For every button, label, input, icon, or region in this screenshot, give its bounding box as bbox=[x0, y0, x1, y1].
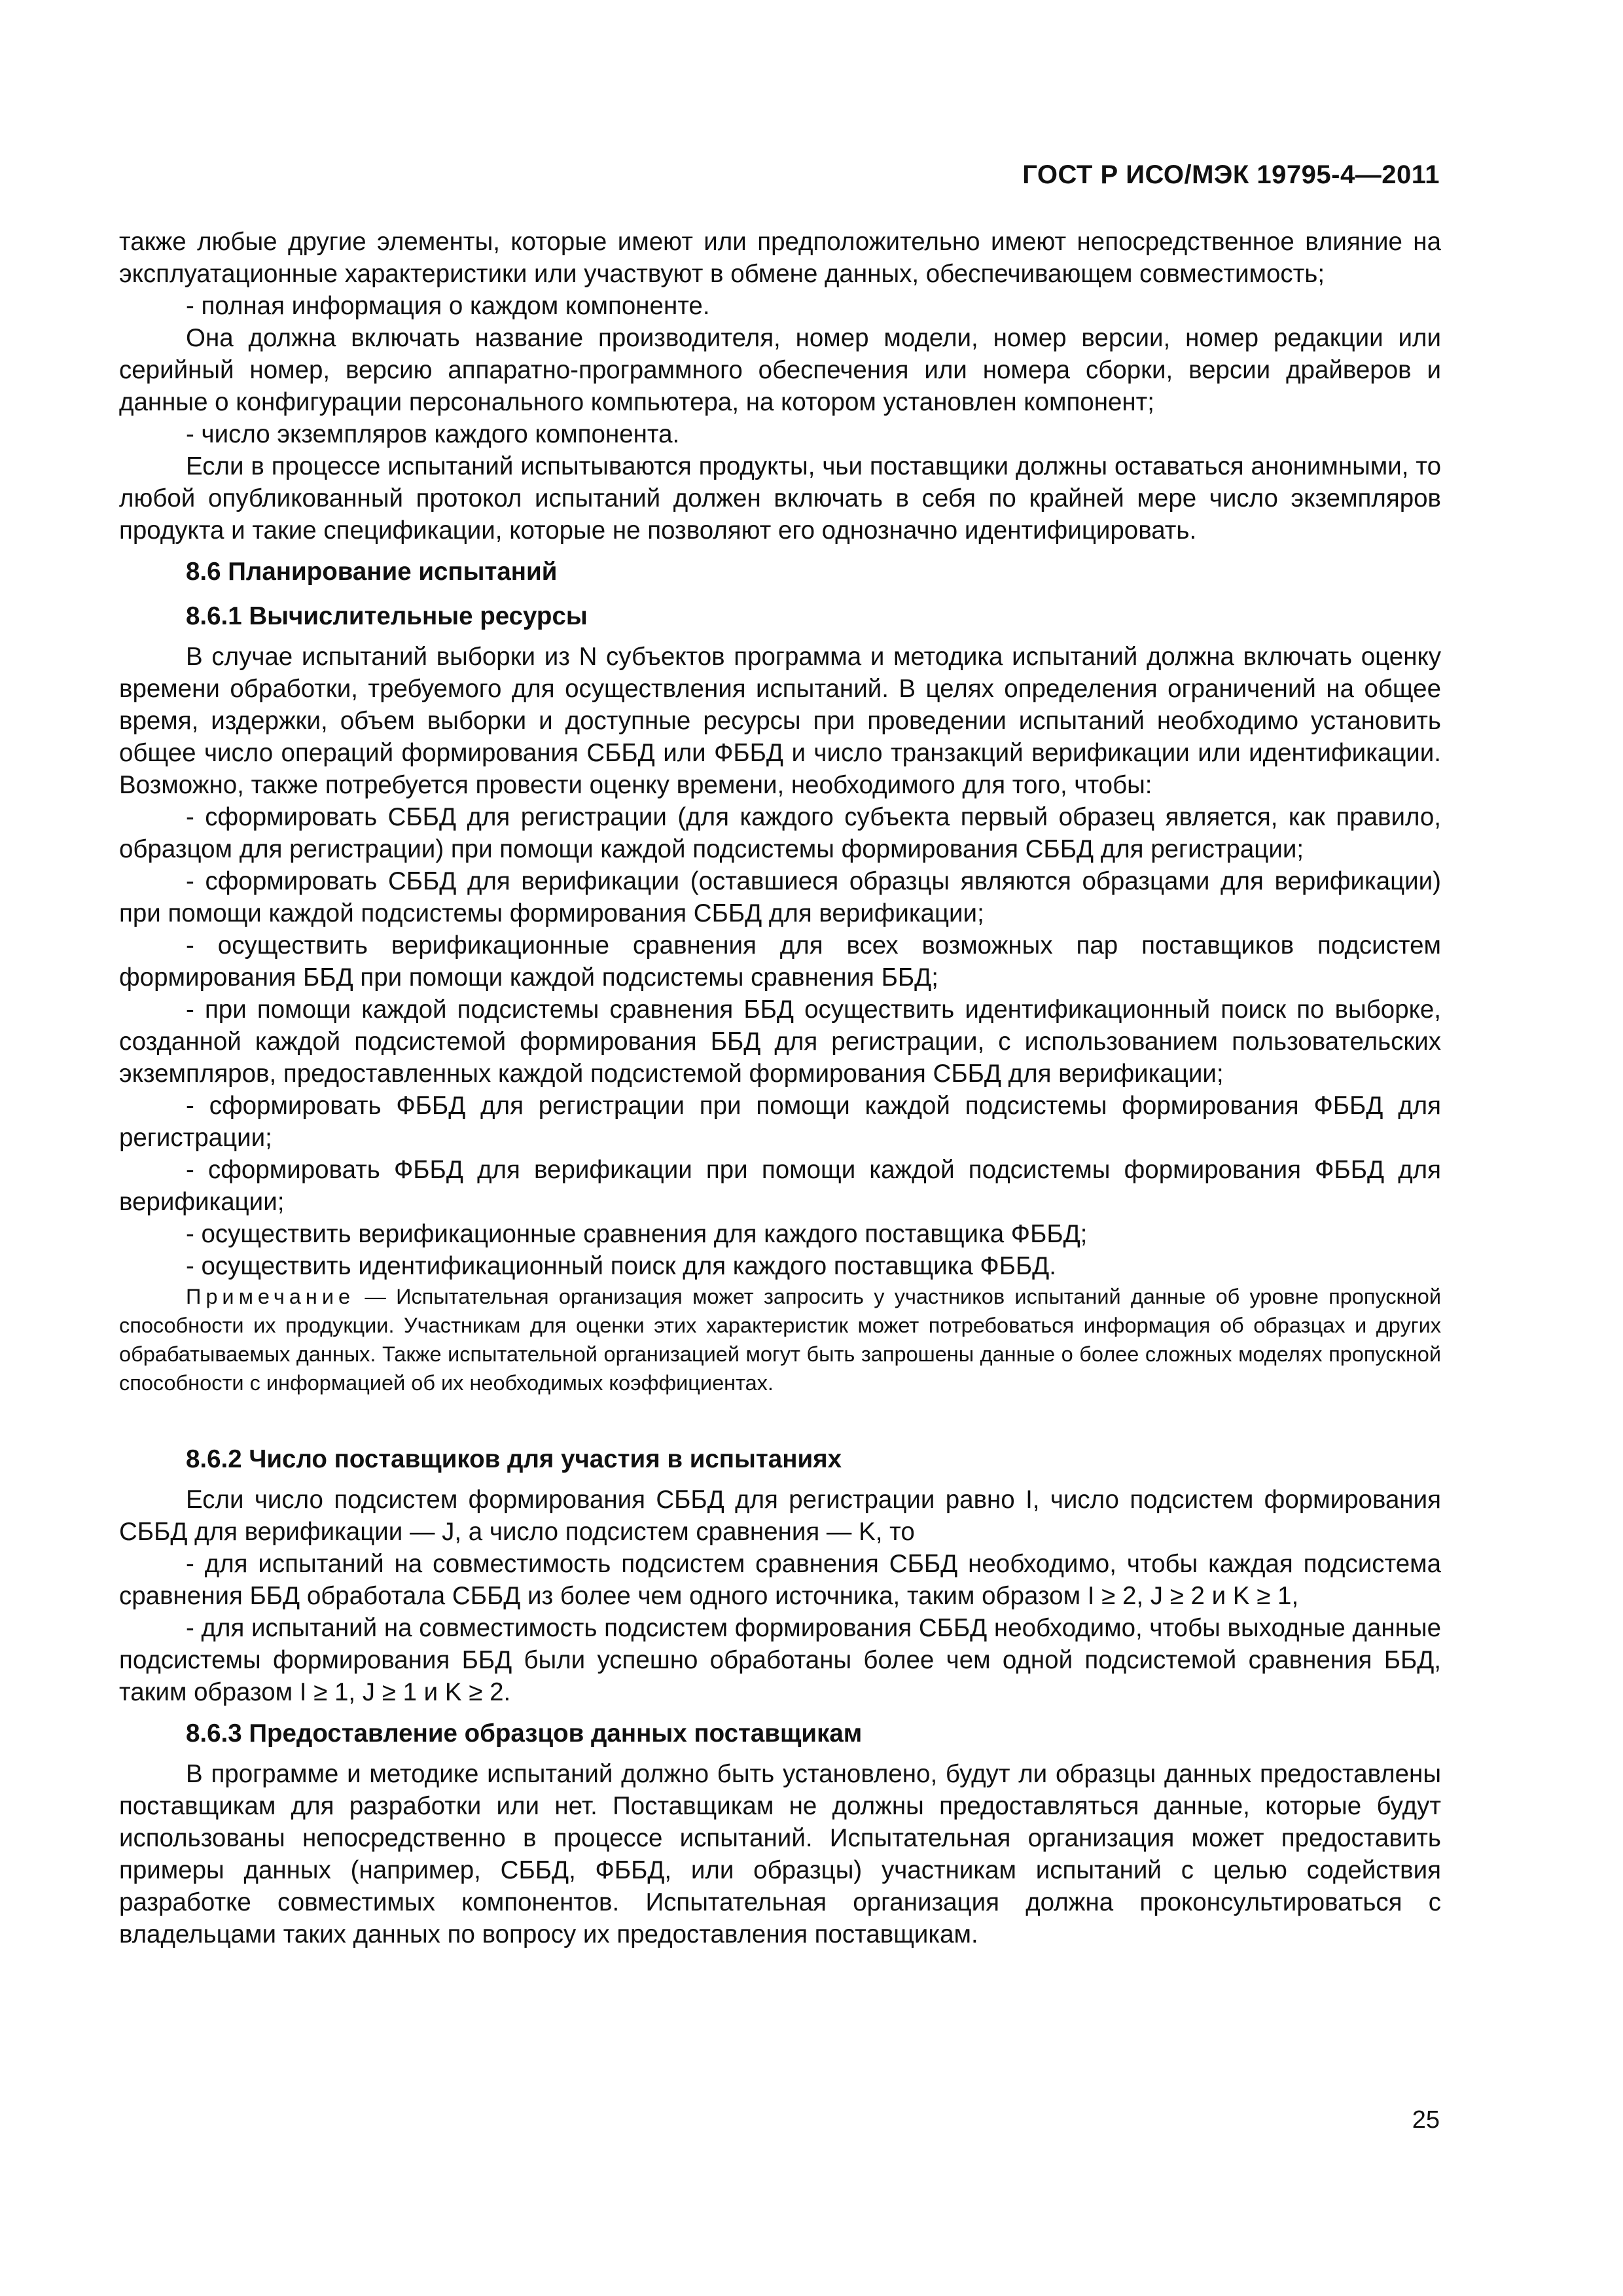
paragraph: также любые другие элементы, которые имеют или предположительно имеют непосредственное влияние на эксплуатационные характеристики или участвуют в обмене данных, обеспечивающем совместимость; bbox=[119, 228, 1441, 288]
paragraph: Если число подсистем формирования СББД для регистрации равно I, число подсистем формирования СББД для верификации — J, а число подсистем сравнения — K, то bbox=[119, 1486, 1441, 1546]
list-item: - осуществить верификационные сравнения для всех возможных пар поставщиков подсистем формирования ББД при помощи каждой подсистемы сравнения ББД; bbox=[119, 931, 1441, 992]
paragraph: В случае испытаний выборки из N субъектов программа и методика испытаний должна включать оценку времени обработки, требуемого для осуществления испытаний. В целях определения ограничений на общее время, издержки, объем выборки и доступные ресурсы при проведении испытаний необходимо установить общее число операций формирования СББД или ФББД и число транзакций верификации или идентификации. Возможно, также потребуется провести оценку времени, необходимого для того, чтобы: bbox=[119, 643, 1441, 799]
section-heading-8-6-2: 8.6.2 Число поставщиков для участия в испытаниях bbox=[186, 1445, 842, 1473]
paragraph: В программе и методике испытаний должно быть установлено, будут ли образцы данных предоставлены поставщикам для разработки или нет. Поставщикам не должны предоставляться данные, которые будут использованы непосредственно в процессе испытаний. Испытательная организация может предоставить примеры данных (например, СББД, ФББД, или образцы) участникам испытаний с целью содействия разработке совместимых компонентов. Испытательная организация должна проконсультироваться с владельцами таких данных по вопросу их предоставления поставщикам. bbox=[119, 1760, 1441, 1948]
section-heading-8-6-1: 8.6.1 Вычислительные ресурсы bbox=[186, 602, 588, 630]
list-item: - для испытаний на совместимость подсистем сравнения СББД необходимо, чтобы каждая подсистема сравнения ББД обработала СББД из более чем одного источника, таким образом I ≥ 2, J ≥ 2 и K ≥ 1, bbox=[119, 1550, 1441, 1610]
paragraph: Если в процессе испытаний испытываются продукты, чьи поставщики должны оставаться анонимными, то любой опубликованный протокол испытаний должен включать в себя по крайней мере число экземпляров продукта и такие спецификации, которые не позволяют его однозначно идентифицировать. bbox=[119, 452, 1441, 545]
page-number: 25 bbox=[1412, 2106, 1440, 2134]
list-item: - число экземпляров каждого компонента. bbox=[186, 420, 680, 448]
note-text: — Испытательная организация может запросить у участников испытаний данные об уровне пропускной способности их продукции. Участникам для оценки этих характеристик может потребоваться информация об образцах и других обрабатываемых данных. Также испытательной организацией могут быть запрошены данные о более сложных моделях пропускной способности с информацией об их необходимых коэффициентах. bbox=[119, 1285, 1441, 1395]
note bbox=[119, 1282, 1441, 1397]
paragraph: Она должна включать название производителя, номер модели, номер версии, номер редакции или серийный номер, версию аппаратно-программного обеспечения или номера сборки, версии драйверов и данные о конфигурации персонального компьютера, на котором установлен компонент; bbox=[119, 324, 1441, 416]
note-label: Примечание bbox=[186, 1285, 355, 1308]
list-item: - полная информация о каждом компоненте. bbox=[186, 292, 710, 320]
list-item: - при помощи каждой подсистемы сравнения ББД осуществить идентификационный поиск по выборке, созданной каждой подсистемой формирования ББД для регистрации, с использованием пользовательских экземпляров, предоставленных каждой подсистемой формирования СББД для верификации; bbox=[119, 996, 1441, 1088]
section-heading-8-6-3: 8.6.3 Предоставление образцов данных поставщикам bbox=[186, 1719, 863, 1748]
list-item: - сформировать СББД для верификации (оставшиеся образцы являются образцами для верификации) при помощи каждой подсистемы формирования СББД для верификации; bbox=[119, 867, 1441, 927]
list-item: - осуществить идентификационный поиск для каждого поставщика ФББД. bbox=[186, 1252, 1056, 1280]
document-body bbox=[119, 226, 1441, 1950]
list-item: - для испытаний на совместимость подсистем формирования СББД необходимо, чтобы выходные данные подсистемы формирования ББД были успешно обработаны более чем одной подсистемой сравнения ББД, таким образом I ≥ 1, J ≥ 1 и K ≥ 2. bbox=[119, 1614, 1442, 1706]
list-item: - сформировать ФББД для верификации при помощи каждой подсистемы формирования ФББД для верификации; bbox=[119, 1156, 1441, 1216]
list-item: - сформировать СББД для регистрации (для каждого субъекта первый образец является, как правило, образцом для регистрации) при помощи каждой подсистемы формирования СББД для регистрации; bbox=[119, 803, 1441, 863]
section-heading-8-6: 8.6 Планирование испытаний bbox=[186, 558, 558, 586]
list-item: - осуществить верификационные сравнения для каждого поставщика ФББД; bbox=[186, 1220, 1088, 1248]
list-item: - сформировать ФББД для регистрации при помощи каждой подсистемы формирования ФББД для регистрации; bbox=[119, 1092, 1441, 1152]
document-header-id: ГОСТ Р ИСО/МЭК 19795-4—2011 bbox=[1022, 160, 1440, 189]
